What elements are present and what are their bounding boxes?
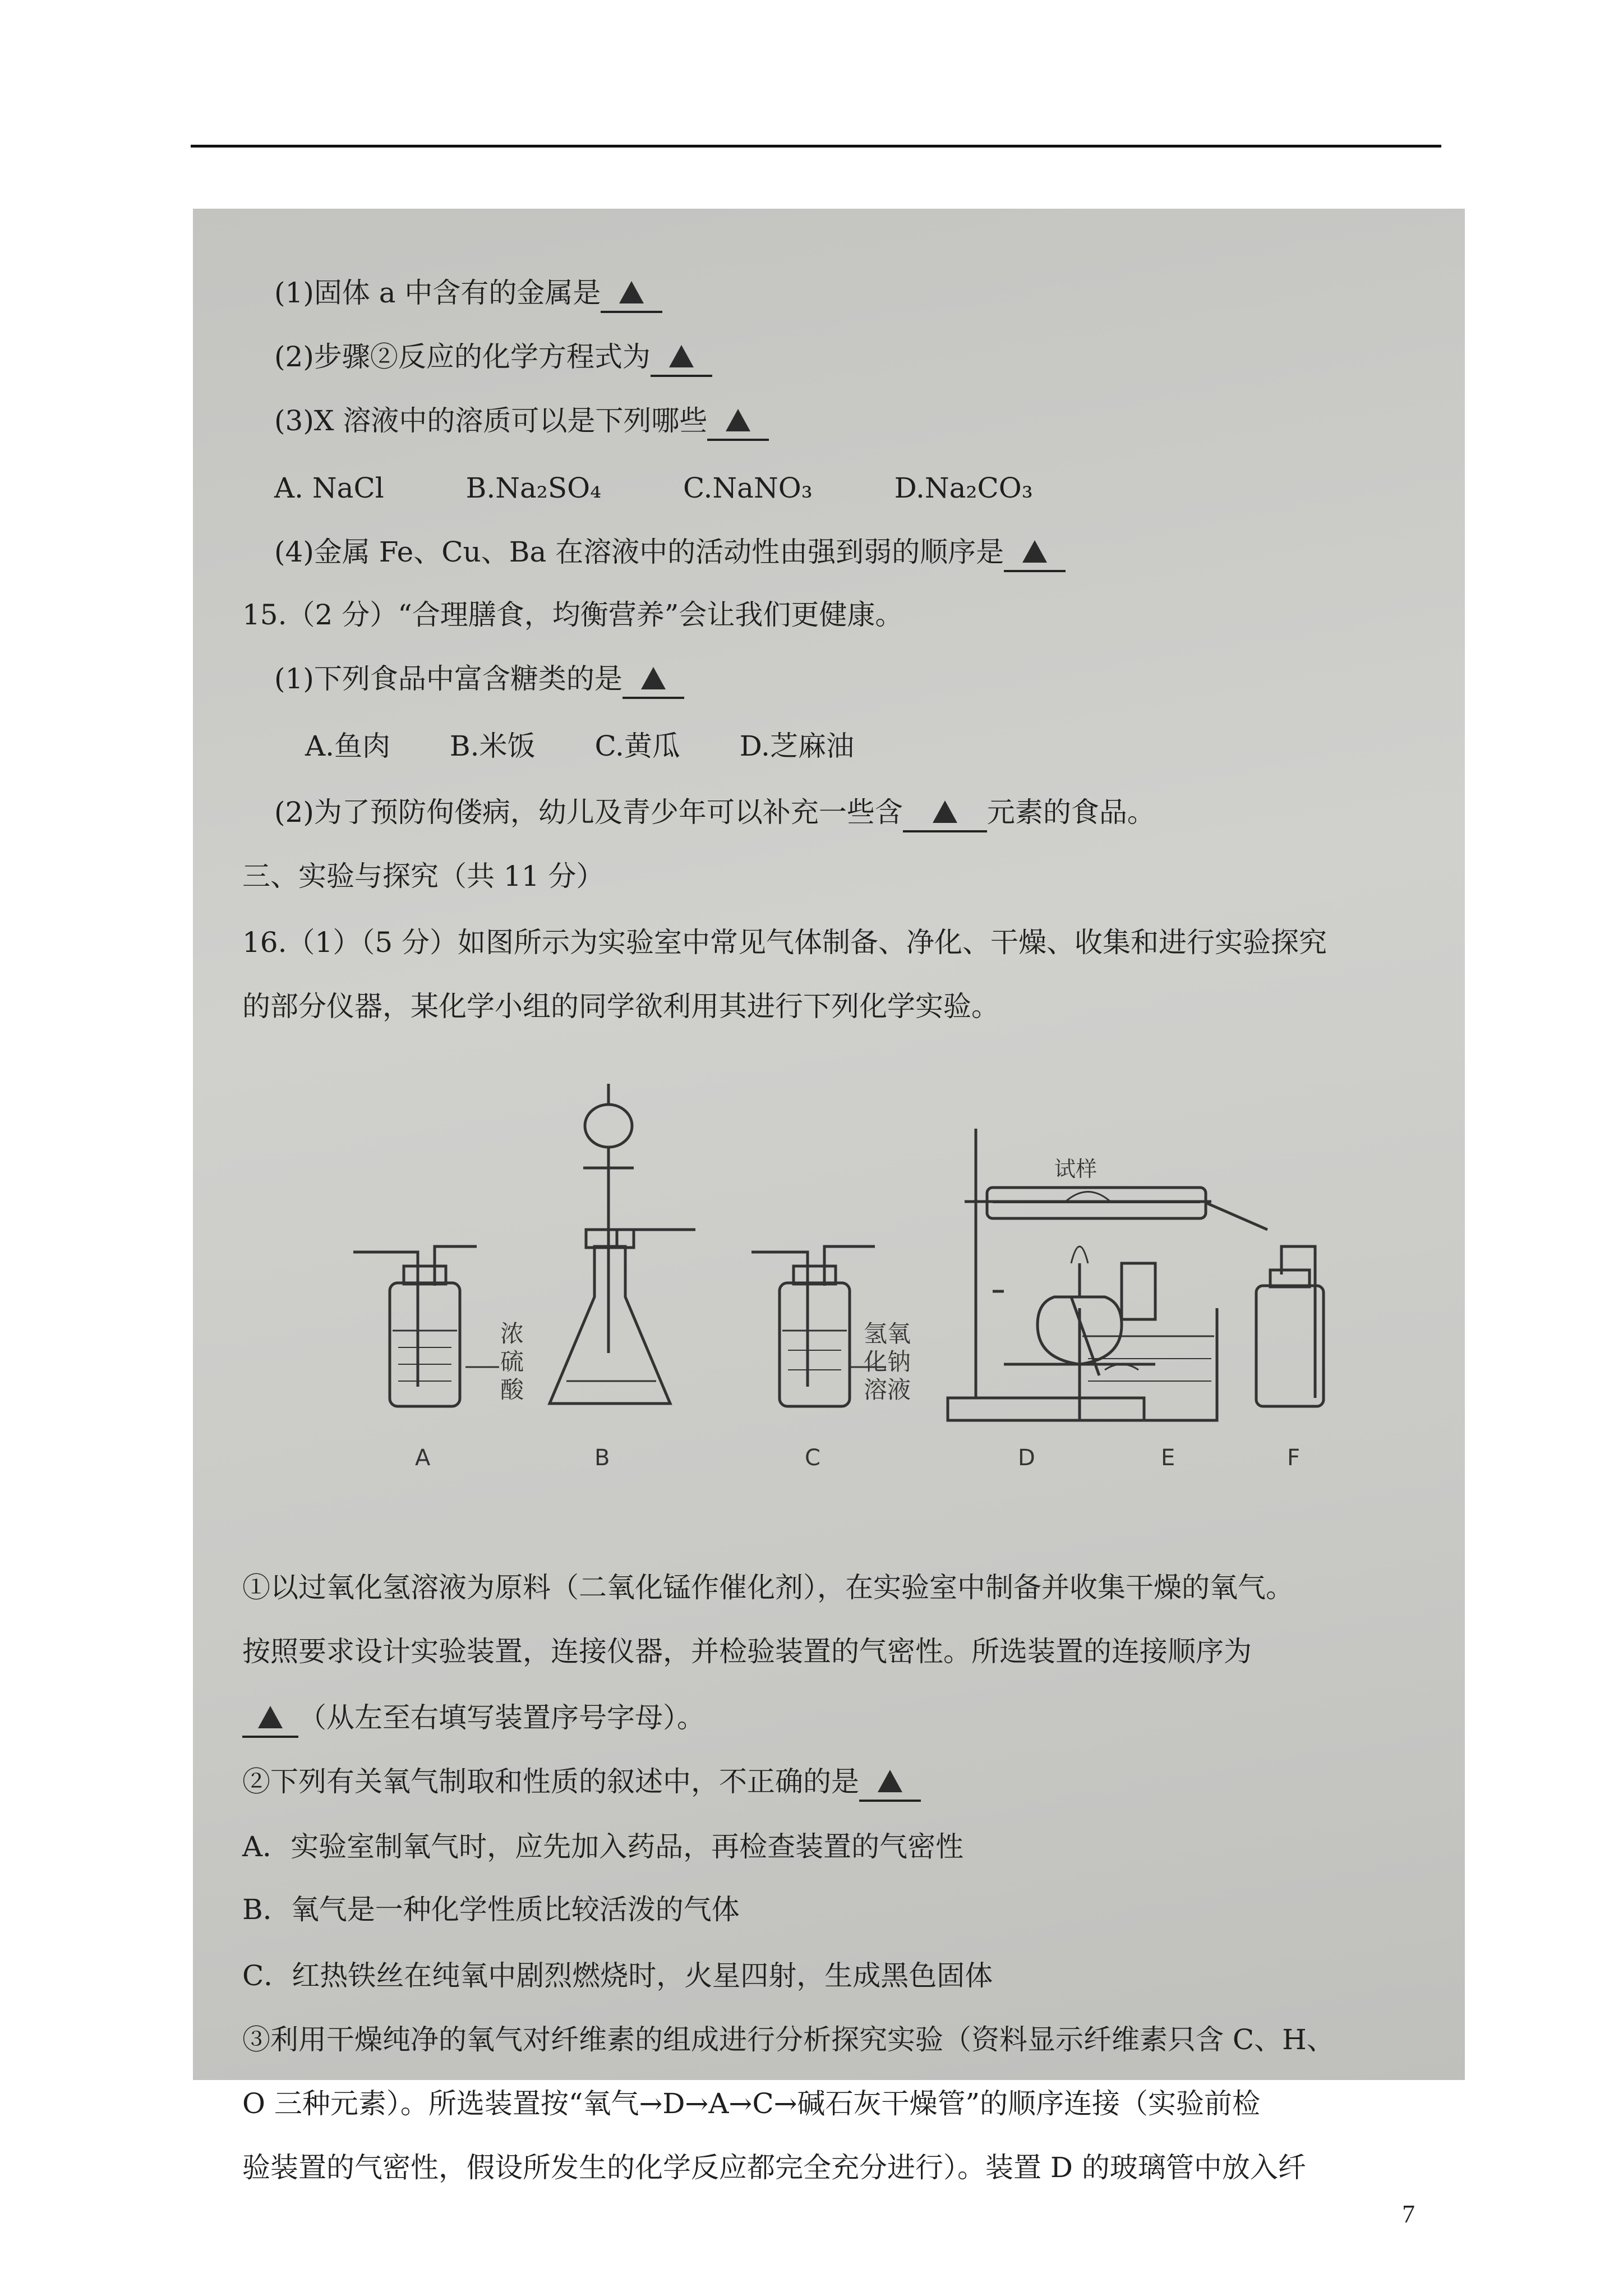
scanned-page	[193, 209, 1465, 2184]
option-c: C.NaNO₃	[683, 472, 813, 504]
label-d: D	[1018, 1445, 1035, 1471]
answer-blank[interactable]	[623, 661, 684, 699]
q15-options	[305, 728, 905, 764]
apparatus-b-flask-funnel	[550, 1084, 695, 1404]
apparatus-figure	[303, 1061, 1346, 1566]
q14-part2: (2)步骤②反应的化学方程式为	[274, 339, 712, 377]
apparatus-f-bottle	[1256, 1246, 1324, 1406]
q16-step2: ②下列有关氧气制取和性质的叙述中，不正确的是	[242, 1764, 921, 1802]
section-heading: 三、实验与探究（共 11 分）	[242, 860, 605, 892]
answer-blank[interactable]	[903, 794, 987, 832]
q16-step1-line1: ①以过氧化氢溶液为原料（二氧化锰作催化剂），在实验室中制备并收集干燥的氧气。	[242, 1571, 1294, 1604]
label-b: B	[594, 1445, 610, 1471]
triangle-icon	[619, 281, 644, 303]
q14-part1: (1)固体 a 中含有的金属是	[274, 275, 662, 313]
q15-part1: (1)下列食品中富含糖类的是	[274, 661, 684, 699]
q16-step1-line3: （从左至右填写装置序号字母）。	[242, 1700, 705, 1738]
triangle-icon	[258, 1706, 283, 1728]
q14-options	[274, 470, 1083, 506]
page-number: 7	[1402, 2200, 1415, 2228]
apparatus-d-combustion-tube	[948, 1129, 1267, 1420]
q15-heading: 15.（2 分）“合理膳食，均衡营养”会让我们更健康。	[242, 599, 903, 631]
q14-part4: (4)金属 Fe、Cu、Ba 在溶液中的活动性由强到弱的顺序是	[274, 534, 1066, 572]
answer-blank[interactable]	[1004, 534, 1066, 572]
header-rule	[191, 145, 1441, 148]
option-d: D.Na₂CO₃	[894, 472, 1033, 504]
q16-step3-line2: O 三种元素）。所选装置按“氧气→D→A→C→碱石灰干燥管”的顺序连接（实验前检	[242, 2087, 1261, 2120]
label-naoh-2: 化钠	[864, 1348, 911, 1375]
q16-step2-option-b: B．氧气是一种化学性质比较活泼的气体	[242, 1893, 740, 1926]
option-a: A. NaCl	[274, 472, 384, 504]
q16-intro-line1: 16.（1）（5 分）如图所示为实验室中常见气体制备、净化、干燥、收集和进行实验探究	[242, 926, 1327, 959]
label-sample: 试样	[1054, 1157, 1098, 1181]
answer-blank[interactable]	[651, 339, 712, 377]
option-b: B.Na₂SO₄	[465, 472, 602, 504]
triangle-icon	[641, 667, 666, 689]
label-a: A	[415, 1445, 431, 1471]
triangle-icon	[1022, 540, 1047, 563]
answer-blank[interactable]	[859, 1764, 921, 1802]
triangle-icon	[933, 800, 957, 823]
option-b: B.米饭	[449, 730, 536, 762]
q16-intro-line2: 的部分仪器，某化学小组的同学欲利用其进行下列化学实验。	[242, 990, 999, 1023]
label-c: C	[805, 1445, 820, 1471]
answer-blank[interactable]	[601, 275, 662, 313]
q16-step3-line3: 验装置的气密性，假设所发生的化学反应都完全充分进行）。装置 D 的玻璃管中放入纤	[242, 2151, 1306, 2184]
triangle-icon	[669, 345, 694, 367]
option-d: D.芝麻油	[739, 730, 854, 762]
label-acid-2: 硫	[500, 1348, 524, 1375]
option-c: C.黄瓜	[594, 730, 680, 762]
apparatus-a-wash-bottle	[353, 1246, 499, 1406]
q16-step2-option-c: C．红热铁丝在纯氧中剧烈燃烧时，火星四射，生成黑色固体	[242, 1959, 993, 1992]
label-acid-1: 浓	[500, 1320, 524, 1347]
q16-step2-option-a: A．实验室制氧气时，应先加入药品，再检查装置的气密性	[242, 1830, 964, 1863]
label-acid-3: 酸	[500, 1376, 524, 1404]
answer-blank[interactable]	[242, 1700, 298, 1738]
q16-step3-line1: ③利用干燥纯净的氧气对纤维素的组成进行分析探究实验（资料显示纤维素只含 C、H、	[242, 2023, 1335, 2056]
q15-part2: (2)为了预防佝偻病，幼儿及青少年可以补充一些含 元素的食品。	[274, 794, 1155, 832]
label-e: E	[1161, 1445, 1175, 1471]
q16-step1-line2: 按照要求设计实验装置，连接仪器，并检验装置的气密性。所选装置的连接顺序为	[242, 1635, 1252, 1668]
triangle-icon	[878, 1770, 902, 1792]
label-naoh-3: 溶液	[864, 1376, 911, 1404]
label-f: F	[1287, 1445, 1301, 1471]
q14-part3: (3)X 溶液中的溶质可以是下列哪些	[274, 403, 769, 441]
answer-blank[interactable]	[707, 403, 769, 441]
label-naoh-1: 氢氧	[864, 1320, 911, 1347]
triangle-icon	[726, 409, 750, 431]
option-a: A.鱼肉	[305, 730, 391, 762]
